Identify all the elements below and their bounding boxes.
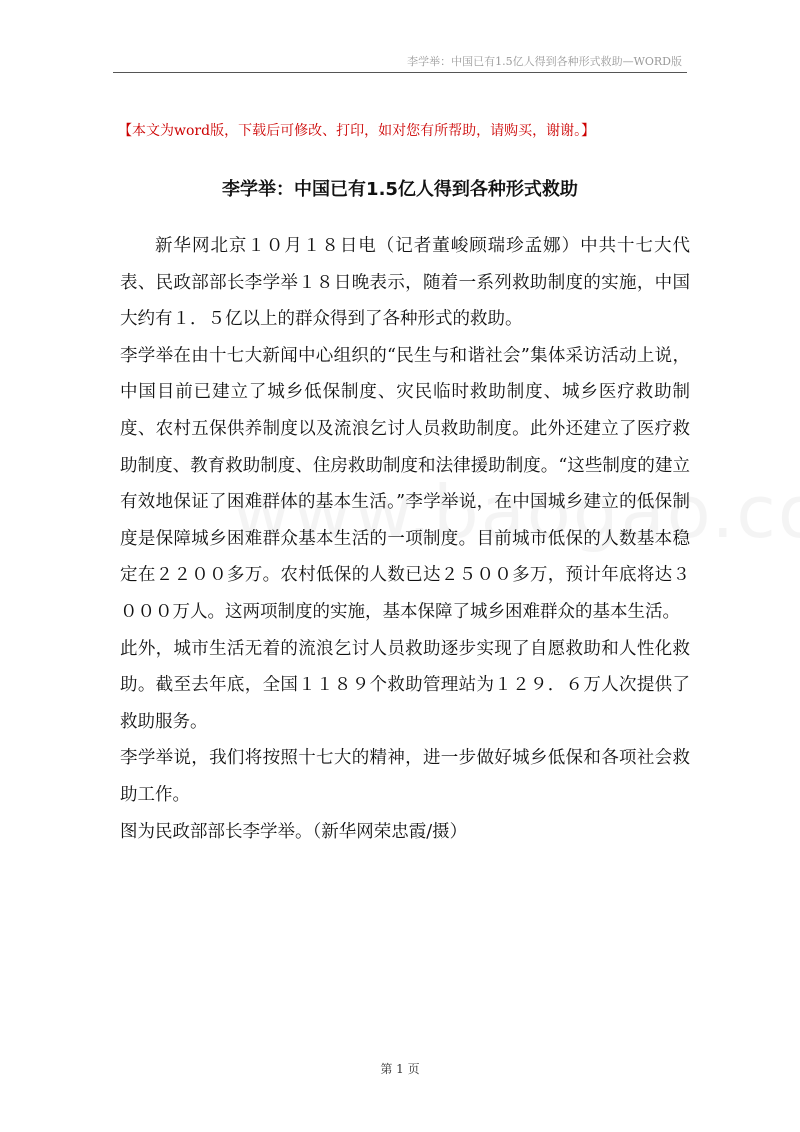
article-paragraph: 新华网北京１０月１８日电（记者董峻顾瑞珍孟娜）中共十七大代表、民政部部长李学举１８日晚表示，随着一系列救助制度的实施，中国大约有１．５亿以上的群众得到了各种形式的救助。: [120, 236, 690, 330]
download-notice: 【本文为word版，下载后可修改、打印，如对您有所帮助，请购买，谢谢。】: [118, 123, 596, 139]
article-paragraph: 李学举说，我们将按照十七大的精神，进一步做好城乡低保和各项社会救助工作。: [120, 748, 690, 805]
article-paragraph: 此外，城市生活无着的流浪乞讨人员救助逐步实现了自愿救助和人性化救助。截至去年底，全国１１８９个救助管理站为１２９．６万人次提供了救助服务。: [120, 638, 690, 732]
running-header: 李学举：中国已有1.5亿人得到各种形式救助—WORD版: [407, 55, 682, 68]
article-title: 李学举：中国已有1.5亿人得到各种形式救助: [222, 179, 578, 200]
photo-caption: 图为民政部部长李学举。（新华网荣忠霞/摄）: [120, 821, 468, 842]
page-number: 第 1 页: [380, 1062, 420, 1076]
article-body: [120, 228, 690, 850]
header-divider: [113, 72, 687, 73]
article-paragraph: 李学举在由十七大新闻中心组织的“民生与和谐社会”集体采访活动上说，中国目前已建立了城乡低保制度、灾民临时救助制度、城乡医疗救助制度、农村五保供养制度以及流浪乞讨人员救助制度。此外还建立了医疗救助制度、教育救助制度、住房救助制度和法律援助制度。“这些制度的建立有效地保证了困难群体的基本生活。”李学举说，在中国城乡建立的低保制度是保障城乡困难群众基本生活的一项制度。目前城市低保的人数基本稳定在２２００多万。农村低保的人数已达２５００多万，预计年底将达３０００万人。这两项制度的实施，基本保障了城乡困难群众的基本生活。: [120, 345, 690, 622]
